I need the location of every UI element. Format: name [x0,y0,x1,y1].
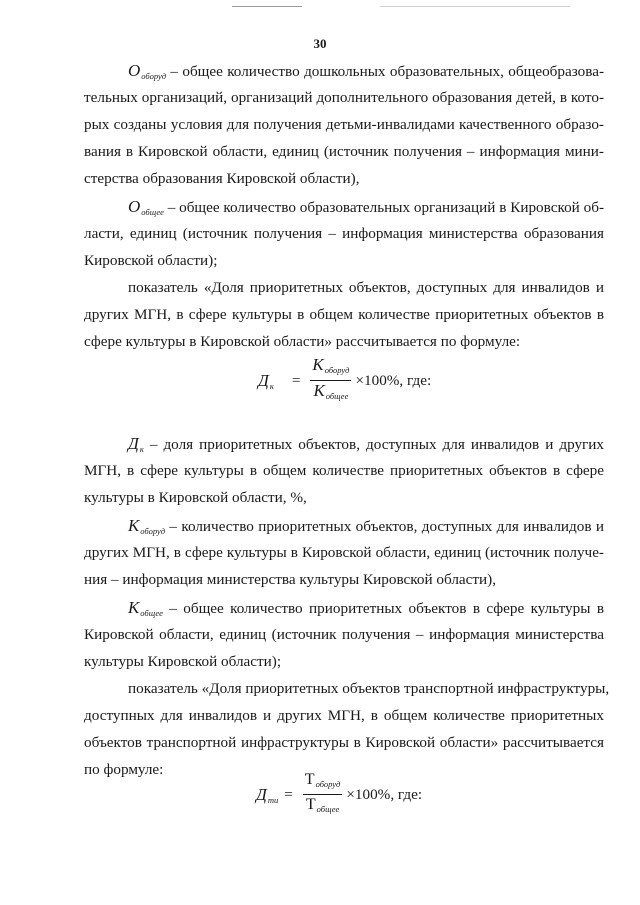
def-k-oborud-line-3: ния – информация министерства культуры Кировской области), [84,571,497,588]
def-o-obshee-line-3: Кировской области); [84,252,218,269]
page-number: 30 [313,36,327,51]
subscript-oborud: оборуд [141,71,167,81]
def-o-oborud-line-1 [128,62,604,85]
def-o-obshee-line-1 [128,198,604,221]
def-text: – количество приоритетных объектов, доступных для инвалидов и [169,518,604,535]
formula-lhs: $Д_{ти}$ [256,784,279,805]
scan-artifact-left [232,6,302,7]
def-d-k-line-1 [128,435,604,458]
def-text: – доля приоритетных объектов, доступных для инвалидов и других [149,436,605,453]
para-transport-line-3: объектов транспортной инфраструктуры в Кировской области» рассчитывается [84,734,604,751]
def-o-oborud-line-3: рых созданы условия для получения детьми-инвалидами качественного образо- [84,116,604,133]
formula-culture [258,355,431,406]
symbol-k: К [128,516,140,535]
subscript-oborud: оборуд [140,526,166,536]
def-k-oborud-line-2: других МГН, в сфере культуры в Кировской области, единиц (источник получе- [84,544,604,561]
def-o-oborud-line-4: вания в Кировской области, единиц (источник получения – информация мини- [84,143,604,160]
def-k-obshee-line-3: культуры Кировской области); [84,653,282,670]
para-transport-line-2: доступных для инвалидов и других МГН, в общем количестве приоритетных [84,707,604,724]
def-d-k-line-3: культуры в Кировской области, %, [84,489,307,506]
para-culture-line-1: показатель «Доля приоритетных объектов, доступных для инвалидов и [128,279,604,296]
formula-tail: ×100%, где: [355,371,432,389]
para-transport-line-1: показатель «Доля приоритетных объектов транспортной инфраструктуры, [128,680,610,697]
def-text: – общее количество приоритетных объектов в сфере культуры в [169,600,604,617]
subscript-k: к [139,444,144,454]
para-culture-line-2: других МГН, в сфере культуры в общем количестве приоритетных объектов в [84,306,604,323]
def-text: – общее количество дошкольных образовательных, общеобразова- [170,63,604,80]
subscript-obshee: общее [141,207,164,217]
formula-fraction [303,770,343,819]
equals-sign: = [291,371,301,389]
formula-tail: ×100%, где: [346,785,423,803]
def-k-oborud-line-1 [128,517,604,540]
def-d-k-line-2: МГН, в сфере культуры в общем количестве приоритетных объектов в сфере [84,462,604,479]
fraction-denominator: $Т_{общее}$ [305,796,340,814]
formula-lhs: $Д_к$ [258,370,274,391]
formula-transport [256,770,422,819]
fraction-numerator: $Т_{оборуд}$ [304,771,341,789]
symbol-k: К [128,598,140,617]
symbol-o: О [128,61,141,80]
para-transport-line-4: по формуле: [84,761,164,778]
fraction-numerator: $К_{оборуд}$ [312,355,350,375]
scan-artifact-right [380,6,570,7]
def-o-oborud-line-5: стерства образования Кировской области), [84,170,360,187]
formula-fraction [310,355,351,406]
def-o-oborud-line-2: тельных организаций, организаций дополнительного образования детей, в кото- [84,89,604,106]
def-text: – общее количество образовательных организаций в Кировской об- [167,199,604,216]
para-culture-line-3: сфере культуры в Кировской области» рассчитывается по формуле: [84,333,521,350]
subscript-obshee: общее [140,608,163,618]
def-k-obshee-line-1 [128,599,604,622]
symbol-d: Д [128,434,139,453]
symbol-o: О [128,197,141,216]
def-o-obshee-line-2: ласти, единиц (источник получения – информация министерства образования [84,225,604,242]
def-k-obshee-line-2: Кировской области, единиц (источник получения – информация министерства [84,626,604,643]
fraction-denominator: $К_{общее}$ [313,381,349,401]
equals-sign: = [284,785,293,803]
